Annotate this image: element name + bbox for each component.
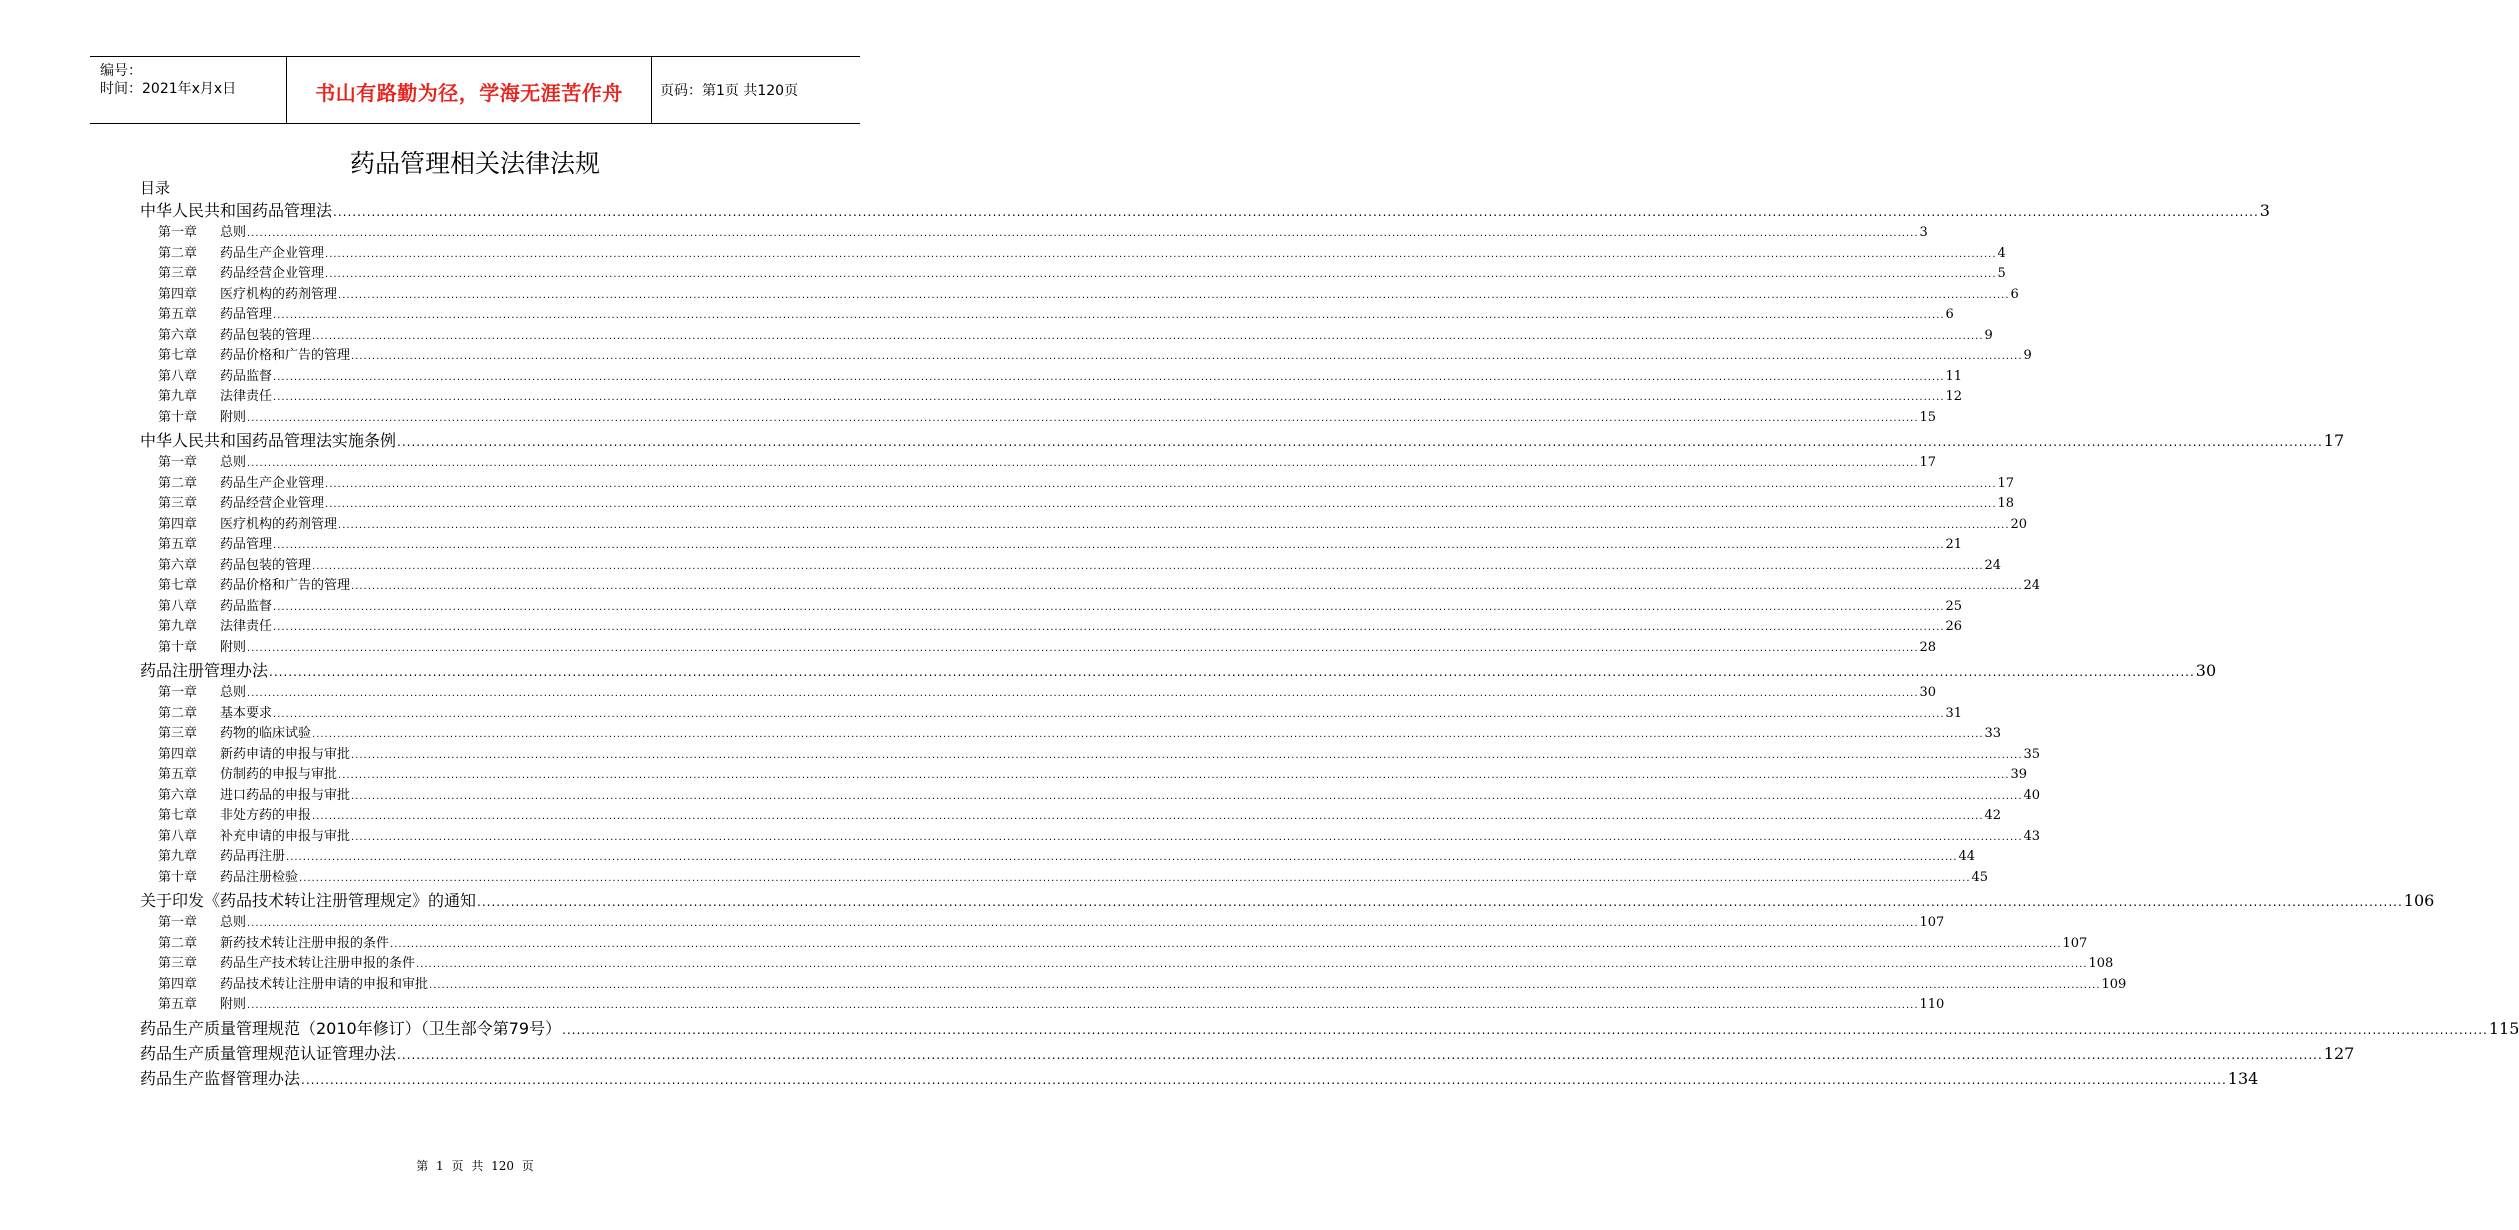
toc-entry-title: 中华人民共和国药品管理法实施条例	[140, 431, 397, 450]
toc-chapter-number: 第二章	[158, 935, 198, 951]
toc-page-number: 3	[2259, 201, 2270, 220]
toc-chapter-entry[interactable]	[140, 515, 2028, 536]
toc-entry-title: 药品生产企业管理	[220, 475, 325, 491]
toc-page-number: 35	[2023, 746, 2041, 762]
toc-entry-title: 总则	[220, 225, 247, 240]
toc-leader-dots: ................................................................................................................................................................................................................................................................................................................................................................................................................	[247, 458, 1919, 469]
toc-page-number: 28	[1919, 639, 1937, 655]
toc-chapter-number: 第三章	[158, 956, 198, 971]
toc-leader-dots: ................................................................................................................................................................................................................................................................................................................................................................................................................	[247, 228, 1919, 239]
toc-entry-title: 药品监督	[220, 598, 273, 614]
toc-leader-dots: ................................................................................................................................................................................................................................................................................................................................................................................................................	[477, 895, 2403, 909]
toc-chapter-number: 第一章	[158, 915, 198, 930]
toc-chapter-number: 第九章	[158, 389, 198, 404]
toc-chapter-entry[interactable]	[140, 975, 2127, 996]
toc-leader-dots: ................................................................................................................................................................................................................................................................................................................................................................................................................	[351, 790, 2023, 802]
toc-leader-dots: ................................................................................................................................................................................................................................................................................................................................................................................................................	[247, 918, 1919, 929]
toc-page-number: 127	[2323, 1043, 2355, 1063]
header-right-cell	[650, 57, 860, 123]
toc-entry-title: 总则	[220, 915, 247, 930]
toc-page-number: 40	[2023, 787, 2041, 803]
toc-chapter-entry[interactable]	[140, 638, 1937, 659]
toc-section-entry[interactable]	[140, 1016, 2519, 1041]
toc-chapter-number: 第二章	[158, 705, 198, 721]
toc-entry-title: 法律责任	[220, 619, 273, 634]
toc-chapter-entry[interactable]	[140, 765, 2028, 786]
toc-leader-dots: ................................................................................................................................................................................................................................................................................................................................................................................................................	[247, 1000, 1919, 1011]
toc-chapter-entry[interactable]	[140, 745, 2041, 766]
toc-entry-title: 药品生产质量管理规范（2010年修订）（卫生部令第79号）	[140, 1018, 562, 1038]
toc-page-number: 17	[2323, 431, 2345, 450]
table-of-contents	[140, 198, 2519, 1091]
toc-chapter-entry[interactable]	[140, 346, 2032, 367]
toc-chapter-number: 第三章	[158, 496, 198, 511]
toc-chapter-number: 第三章	[158, 726, 198, 741]
toc-chapter-number: 第七章	[158, 348, 198, 363]
toc-page-number: 45	[1971, 869, 1989, 885]
toc-chapter-entry[interactable]	[140, 847, 1976, 868]
toc-chapter-entry[interactable]	[140, 556, 2002, 577]
toc-page-number: 110	[1919, 997, 1945, 1012]
toc-entry-title: 总则	[220, 685, 247, 700]
toc-page-number: 4	[1997, 245, 2006, 261]
toc-leader-dots: ................................................................................................................................................................................................................................................................................................................................................................................................................	[273, 371, 1945, 383]
page-footer: 第 1 页 共 120 页	[416, 1159, 534, 1173]
toc-section-entry[interactable]	[140, 428, 2345, 453]
toc-page-number: 6	[2010, 286, 2019, 302]
toc-entry-title: 药品生产企业管理	[220, 245, 325, 261]
toc-chapter-entry[interactable]	[140, 285, 2019, 306]
toc-entry-title: 仿制药的申报与审批	[220, 767, 338, 782]
toc-entry-title: 药品包装的管理	[220, 327, 312, 343]
toc-chapter-number: 第十章	[158, 869, 198, 885]
toc-chapter-entry[interactable]	[140, 494, 2015, 515]
toc-section-entry[interactable]	[140, 1041, 2355, 1066]
toc-leader-dots: ................................................................................................................................................................................................................................................................................................................................................................................................................	[351, 831, 2023, 843]
toc-chapter-entry[interactable]	[140, 387, 1963, 408]
toc-entry-title: 药品管理	[220, 537, 273, 552]
toc-chapter-entry[interactable]	[140, 244, 2006, 265]
toc-leader-dots: ................................................................................................................................................................................................................................................................................................................................................................................................................	[325, 269, 1997, 280]
toc-chapter-entry[interactable]	[140, 617, 1963, 638]
toc-chapter-entry[interactable]	[140, 264, 2006, 285]
toc-chapter-entry[interactable]	[140, 934, 2088, 955]
toc-leader-dots: ................................................................................................................................................................................................................................................................................................................................................................................................................	[273, 601, 1945, 613]
toc-chapter-number: 第一章	[158, 685, 198, 700]
toc-chapter-entry[interactable]	[140, 408, 1937, 429]
toc-chapter-entry[interactable]	[140, 474, 2015, 495]
toc-leader-dots: ................................................................................................................................................................................................................................................................................................................................................................................................................	[273, 310, 1945, 321]
toc-chapter-number: 第六章	[158, 327, 198, 343]
toc-leader-dots: ................................................................................................................................................................................................................................................................................................................................................................................................................	[325, 499, 1997, 510]
toc-chapter-number: 第五章	[158, 537, 198, 552]
toc-chapter-entry[interactable]	[140, 576, 2041, 597]
toc-leader-dots: ................................................................................................................................................................................................................................................................................................................................................................................................................	[273, 540, 1945, 551]
toc-entry-title: 药品生产监督管理办法	[140, 1068, 301, 1088]
toc-chapter-entry[interactable]	[140, 827, 2041, 848]
toc-entry-title: 药品经营企业管理	[220, 496, 325, 511]
toc-leader-dots: ................................................................................................................................................................................................................................................................................................................................................................................................................	[273, 622, 1945, 633]
toc-page-number: 109	[2101, 976, 2127, 992]
toc-leader-dots: ................................................................................................................................................................................................................................................................................................................................................................................................................	[286, 852, 1958, 863]
toc-chapter-entry[interactable]	[140, 367, 1963, 388]
toc-chapter-entry[interactable]	[140, 704, 1963, 725]
toc-page-number: 108	[2088, 956, 2114, 971]
toc-chapter-number: 第五章	[158, 767, 198, 782]
toc-section-entry[interactable]	[140, 1066, 2259, 1091]
toc-chapter-number: 第十章	[158, 639, 198, 655]
toc-chapter-number: 第六章	[158, 557, 198, 573]
toc-entry-title: 药品生产技术转让注册申报的条件	[220, 956, 416, 971]
toc-page-number: 12	[1945, 389, 1963, 404]
toc-chapter-entry[interactable]	[140, 326, 1993, 347]
toc-leader-dots: ................................................................................................................................................................................................................................................................................................................................................................................................................	[301, 1072, 2227, 1087]
toc-page-number: 107	[1919, 915, 1945, 930]
toc-page-number: 9	[1984, 327, 1993, 343]
toc-page-number: 115	[2488, 1018, 2519, 1038]
toc-leader-dots: ................................................................................................................................................................................................................................................................................................................................................................................................................	[333, 205, 2259, 219]
toc-leader-dots: ................................................................................................................................................................................................................................................................................................................................................................................................................	[312, 560, 1984, 572]
toc-page-number: 39	[2010, 767, 2028, 782]
toc-leader-dots: ................................................................................................................................................................................................................................................................................................................................................................................................................	[429, 979, 2101, 991]
toc-entry-title: 基本要求	[220, 705, 273, 721]
toc-page-number: 15	[1919, 409, 1937, 425]
toc-chapter-number: 第七章	[158, 808, 198, 823]
toc-chapter-number: 第四章	[158, 976, 198, 992]
toc-heading: 目录	[140, 179, 171, 197]
toc-chapter-number: 第七章	[158, 578, 198, 593]
toc-section-entry[interactable]	[140, 198, 2270, 223]
toc-chapter-number: 第十章	[158, 409, 198, 425]
document-header	[90, 56, 860, 124]
toc-leader-dots: ................................................................................................................................................................................................................................................................................................................................................................................................................	[312, 330, 1984, 342]
toc-page-number: 43	[2023, 828, 2041, 844]
document-date-label: 时间：2021年x月x日	[100, 81, 237, 97]
toc-chapter-number: 第五章	[158, 307, 198, 322]
toc-leader-dots: ................................................................................................................................................................................................................................................................................................................................................................................................................	[397, 1047, 2323, 1062]
document-number-label: 编号：	[100, 63, 142, 79]
toc-chapter-entry[interactable]	[140, 724, 2002, 745]
header-page-label: 页码：第1页 共120页	[660, 83, 799, 99]
toc-chapter-number: 第二章	[158, 245, 198, 261]
toc-entry-title: 医疗机构的药剂管理	[220, 516, 338, 532]
toc-page-number: 6	[1945, 307, 1954, 322]
toc-leader-dots: ................................................................................................................................................................................................................................................................................................................................................................................................................	[247, 412, 1919, 424]
toc-entry-title: 中华人民共和国药品管理法	[140, 201, 333, 220]
toc-entry-title: 药品管理	[220, 307, 273, 322]
toc-leader-dots: ................................................................................................................................................................................................................................................................................................................................................................................................................	[338, 519, 2010, 531]
toc-leader-dots: ................................................................................................................................................................................................................................................................................................................................................................................................................	[351, 749, 2023, 761]
toc-chapter-number: 第九章	[158, 849, 198, 864]
toc-chapter-number: 第八章	[158, 828, 198, 844]
toc-chapter-entry[interactable]	[140, 786, 2041, 807]
document-title: 药品管理相关法律法规	[349, 149, 600, 178]
toc-chapter-entry[interactable]	[140, 954, 2114, 975]
toc-entry-title: 药品再注册	[220, 849, 286, 864]
toc-section-entry[interactable]	[140, 658, 2217, 683]
toc-leader-dots: ................................................................................................................................................................................................................................................................................................................................................................................................................	[312, 729, 1984, 740]
toc-page-number: 24	[1984, 557, 2002, 573]
toc-entry-title: 药品价格和广告的管理	[220, 348, 351, 363]
toc-chapter-number: 第四章	[158, 746, 198, 762]
toc-leader-dots: ................................................................................................................................................................................................................................................................................................................................................................................................................	[247, 688, 1919, 699]
toc-leader-dots: ................................................................................................................................................................................................................................................................................................................................................................................................................	[338, 289, 2010, 301]
toc-chapter-entry[interactable]	[140, 913, 1945, 934]
toc-chapter-entry[interactable]	[140, 453, 1937, 474]
toc-page-number: 9	[2023, 348, 2032, 363]
toc-entry-title: 附则	[220, 409, 247, 425]
toc-page-number: 17	[1997, 475, 2015, 491]
toc-page-number: 5	[1997, 266, 2006, 281]
header-left-cell	[90, 57, 286, 123]
toc-entry-title: 药物的临床试验	[220, 726, 312, 741]
toc-entry-title: 药品注册管理办法	[140, 661, 269, 680]
toc-entry-title: 新药技术转让注册申报的条件	[220, 935, 390, 951]
toc-page-number: 134	[2227, 1068, 2259, 1088]
toc-leader-dots: ................................................................................................................................................................................................................................................................................................................................................................................................................	[562, 1022, 2488, 1037]
toc-entry-title: 进口药品的申报与审批	[220, 787, 351, 803]
toc-leader-dots: ................................................................................................................................................................................................................................................................................................................................................................................................................	[397, 435, 2323, 449]
toc-entry-title: 补充申请的申报与审批	[220, 828, 351, 844]
toc-section-entry[interactable]	[140, 888, 2435, 913]
toc-page-number: 17	[1919, 455, 1937, 470]
toc-leader-dots: ................................................................................................................................................................................................................................................................................................................................................................................................................	[273, 708, 1945, 720]
toc-chapter-entry[interactable]	[140, 868, 1989, 889]
toc-leader-dots: ................................................................................................................................................................................................................................................................................................................................................................................................................	[269, 665, 2195, 679]
toc-chapter-number: 第一章	[158, 455, 198, 470]
toc-page-number: 26	[1945, 619, 1963, 634]
toc-entry-title: 药品监督	[220, 368, 273, 384]
toc-leader-dots: ................................................................................................................................................................................................................................................................................................................................................................................................................	[325, 478, 1997, 490]
toc-entry-title: 法律责任	[220, 389, 273, 404]
toc-entry-title: 药品生产质量管理规范认证管理办法	[140, 1043, 397, 1063]
toc-leader-dots: ................................................................................................................................................................................................................................................................................................................................................................................................................	[338, 770, 2010, 781]
toc-page-number: 44	[1958, 849, 1976, 864]
toc-page-number: 42	[1984, 808, 2002, 823]
toc-page-number: 30	[1919, 685, 1937, 700]
toc-chapter-entry[interactable]	[140, 995, 1945, 1016]
toc-entry-title: 医疗机构的药剂管理	[220, 286, 338, 302]
toc-leader-dots: ................................................................................................................................................................................................................................................................................................................................................................................................................	[416, 959, 2088, 970]
toc-page-number: 33	[1984, 726, 2002, 741]
toc-page-number: 21	[1945, 537, 1963, 552]
toc-chapter-entry[interactable]	[140, 683, 1937, 704]
toc-leader-dots: ................................................................................................................................................................................................................................................................................................................................................................................................................	[247, 642, 1919, 654]
toc-page-number: 107	[2062, 935, 2088, 951]
header-motto: 书山有路勤为径，学海无涯苦作舟	[315, 81, 623, 105]
toc-chapter-entry[interactable]	[140, 806, 2002, 827]
toc-chapter-number: 第一章	[158, 225, 198, 240]
toc-entry-title: 药品价格和广告的管理	[220, 578, 351, 593]
toc-entry-title: 药品注册检验	[220, 869, 299, 885]
toc-chapter-number: 第二章	[158, 475, 198, 491]
toc-leader-dots: ................................................................................................................................................................................................................................................................................................................................................................................................................	[325, 248, 1997, 260]
toc-entry-title: 药品经营企业管理	[220, 266, 325, 281]
toc-chapter-entry[interactable]	[140, 223, 1928, 244]
toc-chapter-number: 第八章	[158, 368, 198, 384]
toc-chapter-number: 第九章	[158, 619, 198, 634]
toc-page-number: 20	[2010, 516, 2028, 532]
toc-chapter-entry[interactable]	[140, 535, 1963, 556]
toc-chapter-number: 第三章	[158, 266, 198, 281]
toc-entry-title: 关于印发《药品技术转让注册管理规定》的通知	[140, 891, 477, 910]
toc-entry-title: 附则	[220, 997, 247, 1012]
toc-page-number: 3	[1919, 225, 1928, 240]
toc-leader-dots: ................................................................................................................................................................................................................................................................................................................................................................................................................	[351, 581, 2023, 592]
toc-entry-title: 新药申请的申报与审批	[220, 746, 351, 762]
toc-chapter-number: 第五章	[158, 997, 198, 1012]
toc-page-number: 24	[2023, 578, 2041, 593]
toc-page-number: 25	[1945, 598, 1963, 614]
toc-entry-title: 药品包装的管理	[220, 557, 312, 573]
toc-entry-title: 非处方药的申报	[220, 808, 312, 823]
toc-chapter-entry[interactable]	[140, 597, 1963, 618]
toc-page-number: 30	[2195, 661, 2217, 680]
toc-entry-title: 药品技术转让注册申请的申报和审批	[220, 976, 429, 992]
toc-entry-title: 附则	[220, 639, 247, 655]
toc-leader-dots: ................................................................................................................................................................................................................................................................................................................................................................................................................	[351, 351, 2023, 362]
toc-page-number: 18	[1997, 496, 2015, 511]
header-middle-cell	[286, 57, 652, 123]
toc-chapter-number: 第四章	[158, 516, 198, 532]
toc-page-number: 106	[2403, 891, 2435, 910]
toc-leader-dots: ................................................................................................................................................................................................................................................................................................................................................................................................................	[299, 872, 1971, 884]
toc-chapter-entry[interactable]	[140, 305, 1954, 326]
toc-chapter-number: 第四章	[158, 286, 198, 302]
toc-leader-dots: ................................................................................................................................................................................................................................................................................................................................................................................................................	[312, 811, 1984, 822]
toc-chapter-number: 第八章	[158, 598, 198, 614]
toc-leader-dots: ................................................................................................................................................................................................................................................................................................................................................................................................................	[390, 938, 2062, 950]
toc-page-number: 31	[1945, 705, 1963, 721]
toc-chapter-number: 第六章	[158, 787, 198, 803]
toc-page-number: 11	[1945, 368, 1963, 384]
toc-leader-dots: ................................................................................................................................................................................................................................................................................................................................................................................................................	[273, 392, 1945, 403]
toc-entry-title: 总则	[220, 455, 247, 470]
